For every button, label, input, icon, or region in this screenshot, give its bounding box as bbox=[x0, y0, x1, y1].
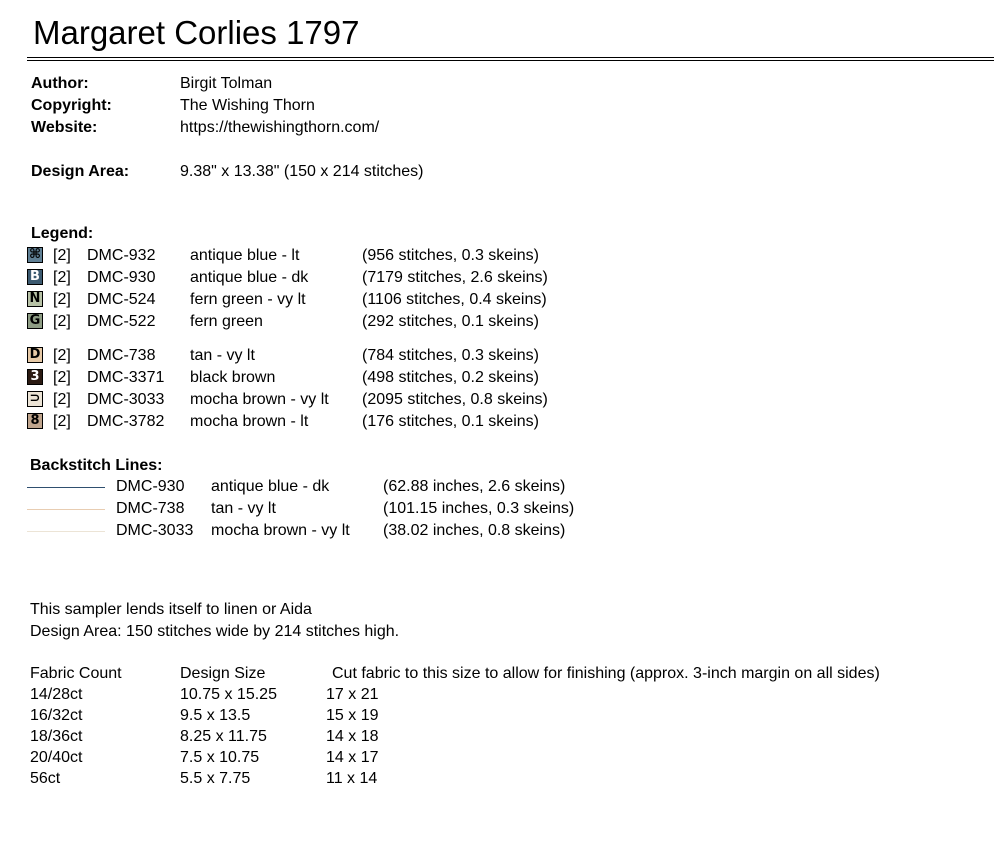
legend-count: [2] bbox=[53, 413, 71, 430]
fabric-table-cell: 11 x 14 bbox=[326, 770, 378, 787]
legend-count: [2] bbox=[53, 347, 71, 364]
backstitch-line-swatch bbox=[27, 509, 105, 510]
legend-code: DMC-3371 bbox=[87, 369, 165, 386]
backstitch-stats: (38.02 inches, 0.8 skeins) bbox=[383, 522, 566, 539]
legend-symbol-icon: ⌘ bbox=[28, 247, 42, 262]
backstitch-line-swatch bbox=[27, 487, 105, 488]
legend-symbol-icon: N bbox=[27, 291, 43, 307]
fabric-table-cell: 8.25 x 11.75 bbox=[180, 728, 267, 745]
legend-stats: (498 stitches, 0.2 skeins) bbox=[362, 369, 539, 386]
website-link[interactable]: https://thewishingthorn.com/ bbox=[180, 119, 380, 136]
fabric-table-cell: 20/40ct bbox=[30, 749, 83, 766]
legend-code: DMC-3033 bbox=[87, 391, 165, 408]
fabric-table-cell: 15 x 19 bbox=[326, 707, 379, 724]
legend-stats: (7179 stitches, 2.6 skeins) bbox=[362, 269, 548, 286]
backstitch-line-swatch bbox=[27, 531, 105, 532]
fabric-table-header: Cut fabric to this size to allow for finishing (approx. 3-inch margin on all sides) bbox=[332, 665, 880, 682]
fabric-table-header: Design Size bbox=[180, 665, 266, 682]
legend-count: [2] bbox=[53, 313, 71, 330]
legend-name: mocha brown - vy lt bbox=[190, 391, 329, 408]
design-area-value: 9.38" x 13.38" (150 x 214 stitches) bbox=[180, 163, 424, 180]
fabric-table-cell: 14/28ct bbox=[30, 686, 83, 703]
backstitch-heading: Backstitch Lines: bbox=[30, 457, 163, 474]
fabric-table-cell: 14 x 18 bbox=[326, 728, 379, 745]
backstitch-code: DMC-3033 bbox=[116, 522, 194, 539]
legend-stats: (1106 stitches, 0.4 skeins) bbox=[362, 291, 547, 308]
website-label: Website: bbox=[31, 119, 98, 136]
title-divider-second bbox=[27, 60, 994, 61]
fabric-table-cell: 9.5 x 13.5 bbox=[180, 707, 251, 724]
legend-code: DMC-524 bbox=[87, 291, 156, 308]
title-divider bbox=[27, 57, 994, 58]
legend-count: [2] bbox=[53, 291, 71, 308]
legend-symbol-icon: G bbox=[27, 313, 43, 329]
legend-code: DMC-930 bbox=[87, 269, 156, 286]
legend-name: antique blue - dk bbox=[190, 269, 309, 286]
fabric-table-header: Fabric Count bbox=[30, 665, 122, 682]
page-title: Margaret Corlies 1797 bbox=[33, 14, 360, 51]
legend-name: tan - vy lt bbox=[190, 347, 255, 364]
legend-symbol-icon: ⊃ bbox=[27, 391, 43, 407]
legend-count: [2] bbox=[53, 247, 71, 264]
legend-name: fern green - vy lt bbox=[190, 291, 306, 308]
fabric-table-cell: 10.75 x 15.25 bbox=[180, 686, 277, 703]
legend-name: black brown bbox=[190, 369, 276, 386]
legend-code: DMC-932 bbox=[87, 247, 156, 264]
legend-stats: (956 stitches, 0.3 skeins) bbox=[362, 247, 539, 264]
legend-code: DMC-522 bbox=[87, 313, 156, 330]
legend-symbol-icon: 8 bbox=[27, 413, 43, 429]
design-area-label: Design Area: bbox=[31, 163, 130, 180]
legend-stats: (292 stitches, 0.1 skeins) bbox=[362, 313, 539, 330]
fabric-table-cell: 7.5 x 10.75 bbox=[180, 749, 260, 766]
legend-stats: (784 stitches, 0.3 skeins) bbox=[362, 347, 539, 364]
author-label: Author: bbox=[31, 75, 89, 92]
legend-name: antique blue - lt bbox=[190, 247, 300, 264]
legend-stats: (2095 stitches, 0.8 skeins) bbox=[362, 391, 548, 408]
legend-symbol-icon: 3 bbox=[27, 369, 43, 385]
legend-name: mocha brown - lt bbox=[190, 413, 309, 430]
legend-symbol-icon: D bbox=[27, 347, 43, 363]
fabric-table-cell: 16/32ct bbox=[30, 707, 83, 724]
copyright-value: The Wishing Thorn bbox=[180, 97, 315, 114]
legend-heading: Legend: bbox=[31, 225, 94, 242]
legend-code: DMC-3782 bbox=[87, 413, 165, 430]
fabric-table-cell: 14 x 17 bbox=[326, 749, 379, 766]
legend-symbol-icon: B bbox=[27, 269, 43, 285]
backstitch-stats: (62.88 inches, 2.6 skeins) bbox=[383, 478, 566, 495]
legend-count: [2] bbox=[53, 269, 71, 286]
legend-name: fern green bbox=[190, 313, 263, 330]
backstitch-name: tan - vy lt bbox=[211, 500, 276, 517]
legend-code: DMC-738 bbox=[87, 347, 156, 364]
note-line: This sampler lends itself to linen or Aida bbox=[30, 601, 312, 618]
backstitch-code: DMC-738 bbox=[116, 500, 185, 517]
legend-count: [2] bbox=[53, 369, 71, 386]
legend-count: [2] bbox=[53, 391, 71, 408]
fabric-table-cell: 17 x 21 bbox=[326, 686, 379, 703]
fabric-table-cell: 5.5 x 7.75 bbox=[180, 770, 251, 787]
note-line: Design Area: 150 stitches wide by 214 stitches high. bbox=[30, 623, 400, 640]
backstitch-name: mocha brown - vy lt bbox=[211, 522, 350, 539]
copyright-label: Copyright: bbox=[31, 97, 112, 114]
author-value: Birgit Tolman bbox=[180, 75, 273, 92]
fabric-table-cell: 56ct bbox=[30, 770, 61, 787]
fabric-table-cell: 18/36ct bbox=[30, 728, 83, 745]
backstitch-stats: (101.15 inches, 0.3 skeins) bbox=[383, 500, 575, 517]
backstitch-code: DMC-930 bbox=[116, 478, 185, 495]
backstitch-name: antique blue - dk bbox=[211, 478, 330, 495]
legend-stats: (176 stitches, 0.1 skeins) bbox=[362, 413, 539, 430]
